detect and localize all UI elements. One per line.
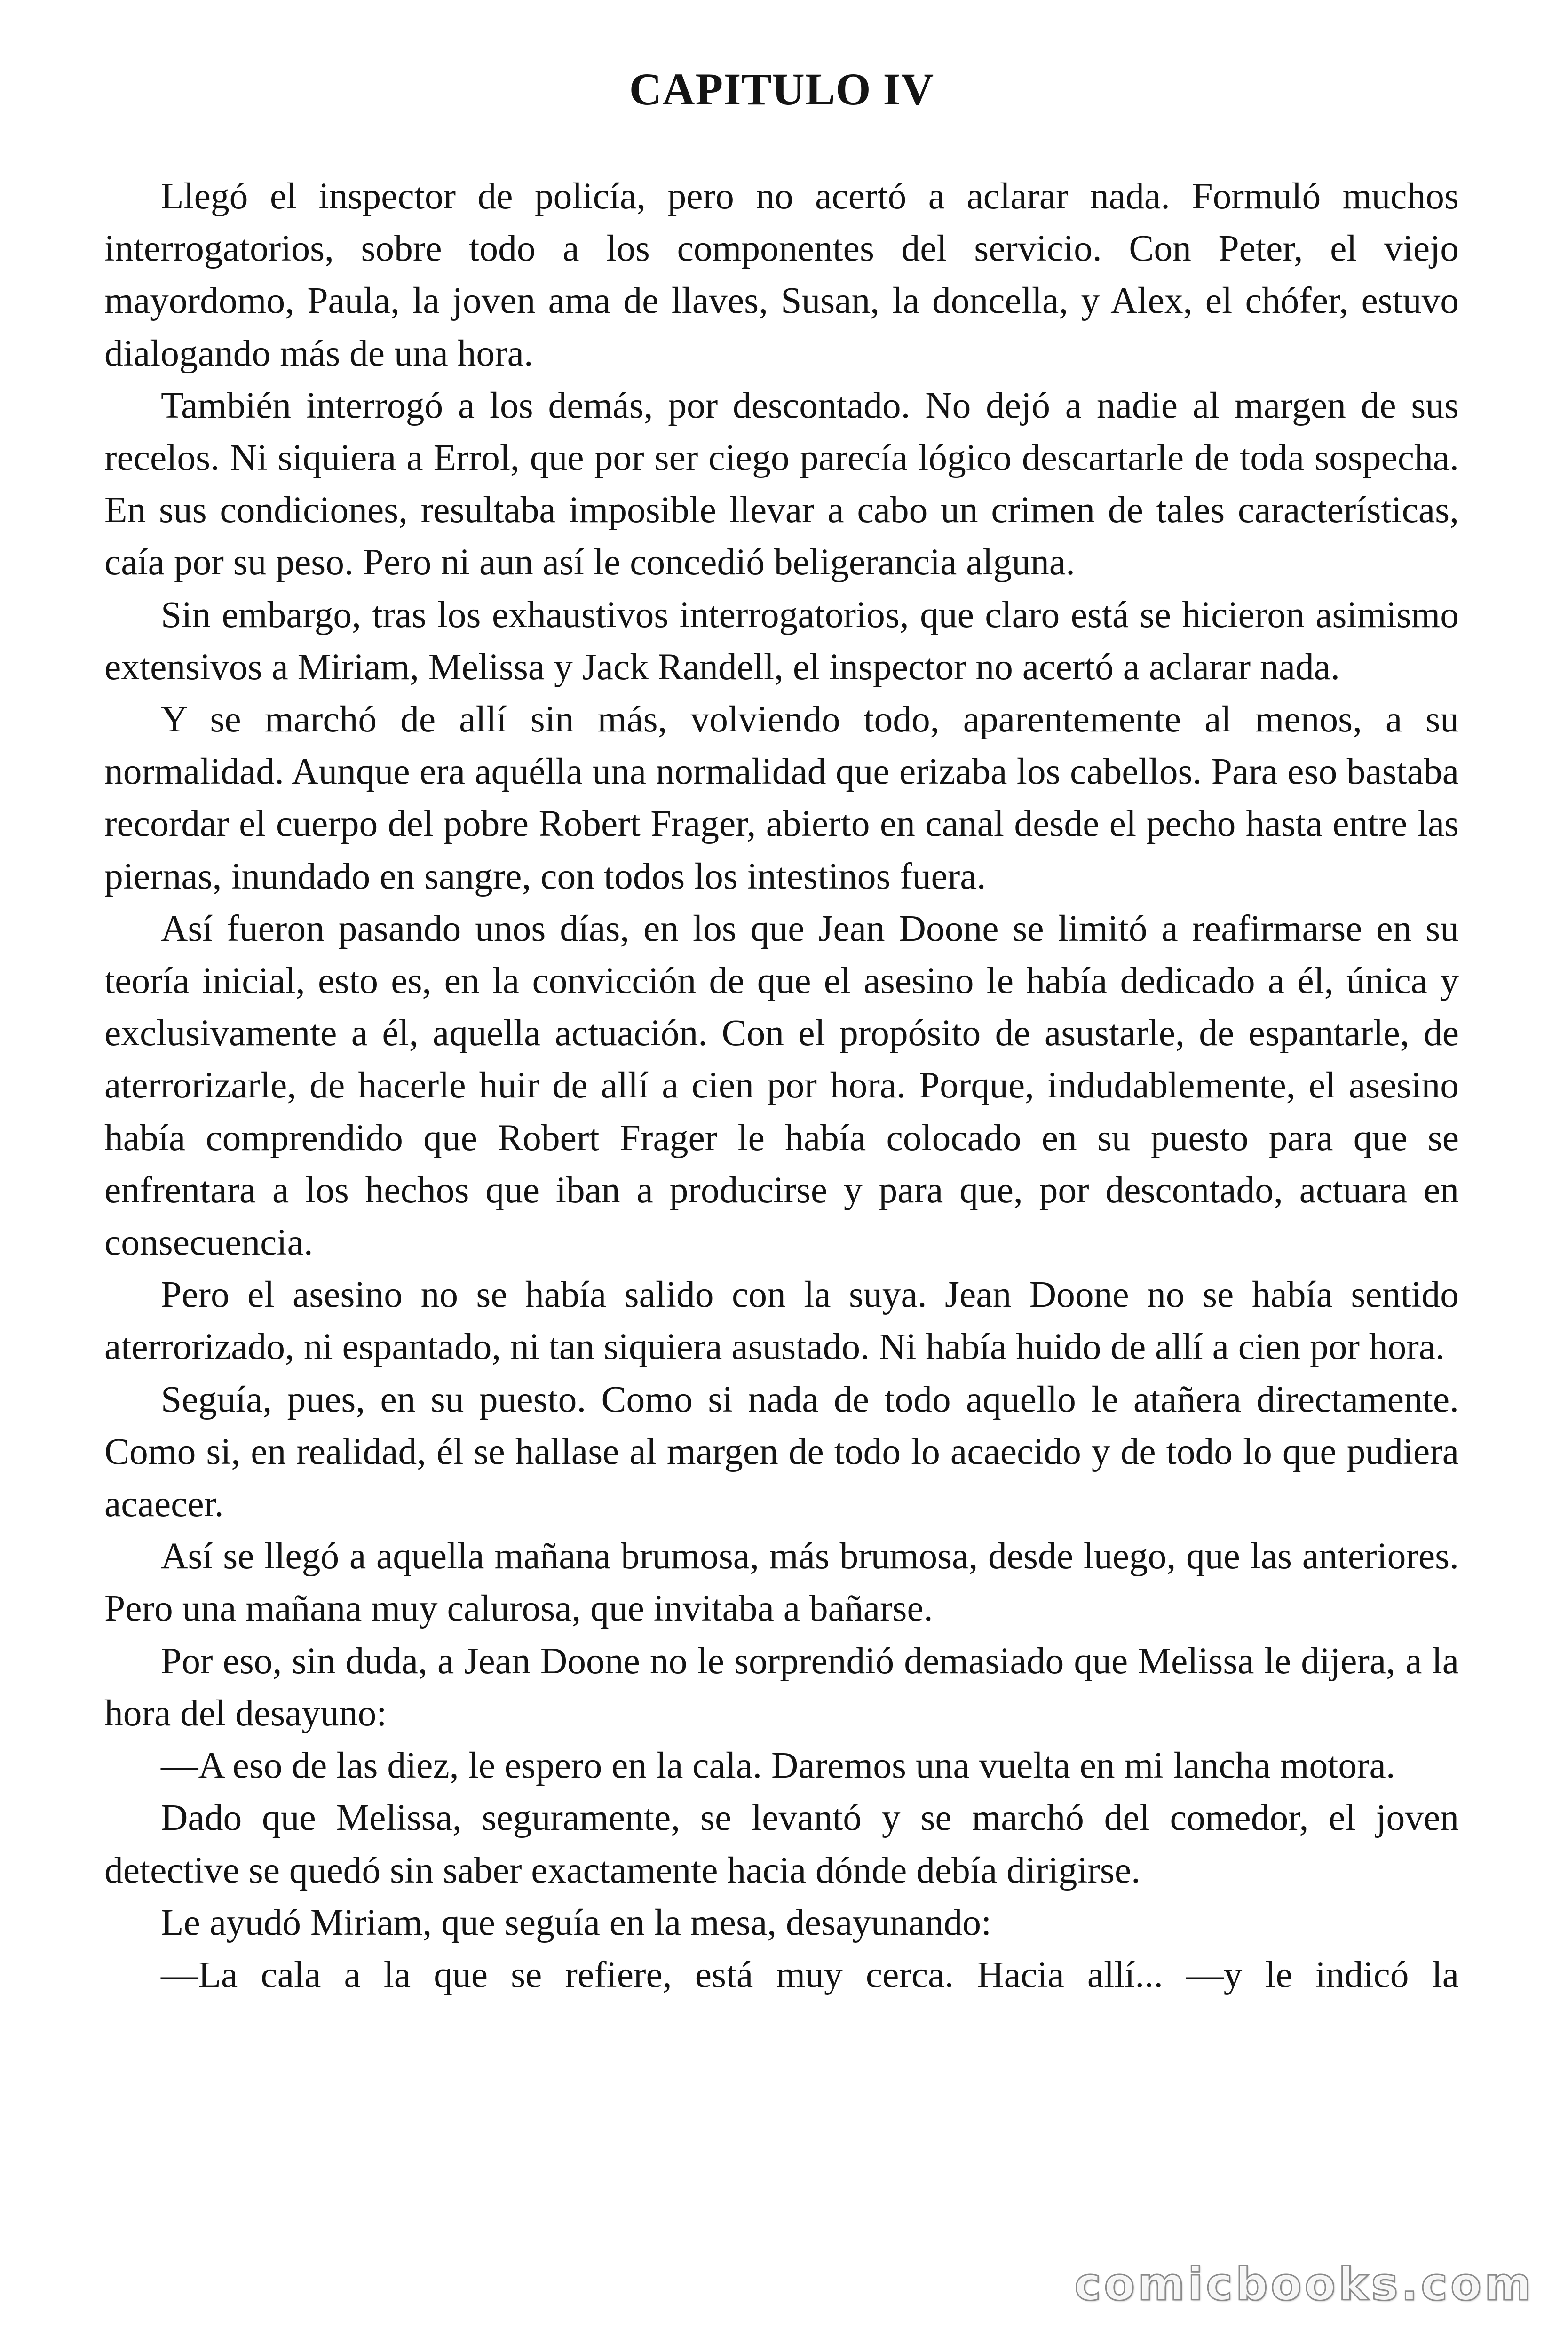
paragraph: Por eso, sin duda, a Jean Doone no le sorprendió demasiado que Melissa le dijera, a la hora del desayuno: bbox=[104, 1640, 1459, 1734]
chapter-title: CAPITULO IV bbox=[629, 64, 934, 114]
paragraph: Le ayudó Miriam, que seguía en la mesa, desayunando: bbox=[161, 1901, 992, 1943]
watermark: comicbooks.com bbox=[1074, 2258, 1534, 2311]
book-page bbox=[104, 61, 1459, 2001]
paragraph: Seguía, pues, en su puesto. Como si nada de todo aquello le atañera directamente. Como si, en realidad, él se hallase al margen de todo lo acaecido y de todo lo que pudiera acaecer. bbox=[104, 1378, 1459, 1525]
paragraph: —A eso de las diez, le espero en la cala. Daremos una vuelta en mi lancha motora. bbox=[161, 1745, 1395, 1787]
chapter-body bbox=[104, 170, 1459, 2001]
paragraph: Sin embargo, tras los exhaustivos interrogatorios, que claro está se hicieron asimismo extensivos a Miriam, Melissa y Jack Randell, el inspector no acertó a aclarar nada. bbox=[104, 594, 1459, 688]
paragraph: Así fueron pasando unos días, en los que Jean Doone se limitó a reafirmarse en su teoría inicial, esto es, en la convicción de que el asesino le había dedicado a él, única y exclusivamente a él, aquella actuación. Con el propósito de asustarle, de espantarle, de aterrorizarle, de hacerle huir de allí a cien por hora. Porque, indudablemente, el asesino había comprendido que Robert Frager le había colocado en su puesto para que se enfrentara a los hechos que iban a producirse y para que, por descontado, actuara en consecuencia. bbox=[104, 907, 1459, 1263]
paragraph: Llegó el inspector de policía, pero no acertó a aclarar nada. Formuló muchos interrogatorios, sobre todo a los componentes del servicio. Con Peter, el viejo mayordomo, Paula, la joven ama de llaves, Susan, la doncella, y Alex, el chófer, estuvo dialogando más de una hora. bbox=[104, 175, 1459, 374]
paragraph: Dado que Melissa, seguramente, se levantó y se marchó del comedor, el joven detective se quedó sin saber exactamente hacia dónde debía dirigirse. bbox=[104, 1797, 1459, 1891]
paragraph: Y se marchó de allí sin más, volviendo todo, aparentemente al menos, a su normalidad. Aunque era aquélla una normalidad que erizaba los cabellos. Para eso bastaba recordar el cuerpo del pobre Robert Frager, abierto en canal desde el pecho hasta entre las piernas, inundado en sangre, con todos los intestinos fuera. bbox=[104, 699, 1459, 897]
paragraph: También interrogó a los demás, por descontado. No dejó a nadie al margen de sus recelos. Ni siquiera a Errol, que por ser ciego parecía lógico descartarle de toda sospecha. En sus condiciones, resultaba imposible llevar a cabo un crimen de tales características, caía por su peso. Pero ni aun así le concedió beligerancia alguna. bbox=[104, 384, 1459, 583]
paragraph: —La cala a la que se refiere, está muy cerca. Hacia allí... —y le indicó la bbox=[161, 1954, 1459, 1995]
paragraph: Pero el asesino no se había salido con la suya. Jean Doone no se había sentido aterrorizado, ni espantado, ni tan siquiera asustado. Ni había huido de allí a cien por hora. bbox=[104, 1274, 1459, 1368]
paragraph: Así se llegó a aquella mañana brumosa, más brumosa, desde luego, que las anteriores. Pero una mañana muy calurosa, que invitaba a bañarse. bbox=[104, 1535, 1459, 1629]
